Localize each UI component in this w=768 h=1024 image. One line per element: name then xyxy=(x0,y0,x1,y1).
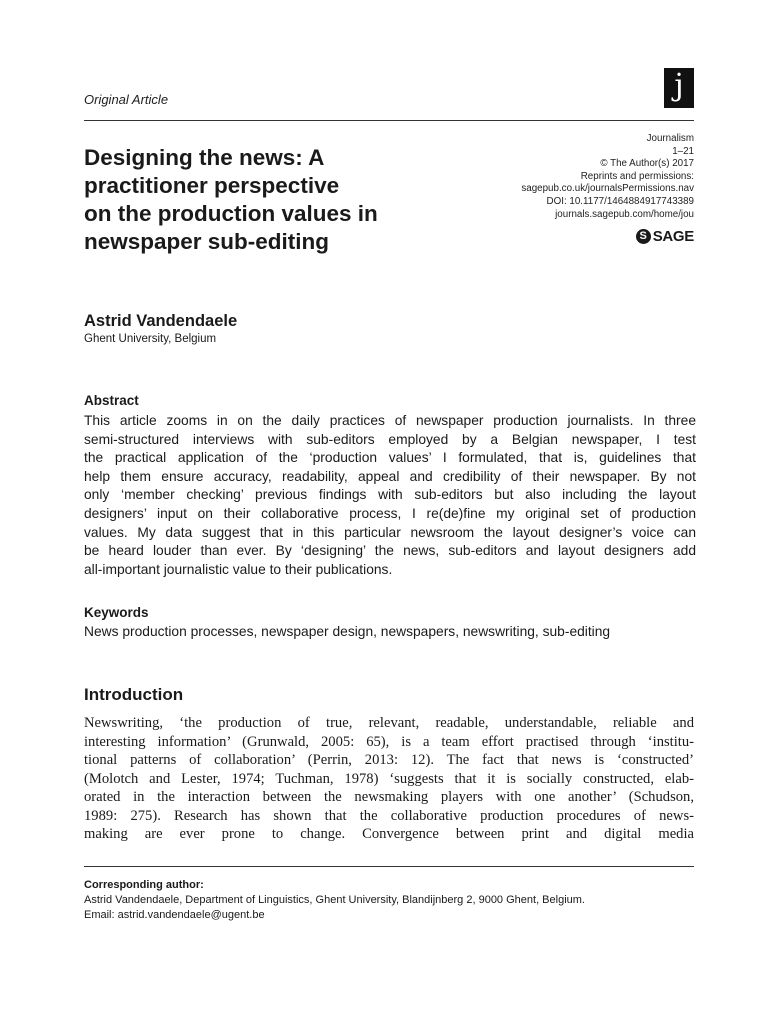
body-line: (Molotch and Lester, 1974; Tuchman, 1978) ‘suggests that it is socially constructed, elab- xyxy=(84,770,694,787)
journal-name: Journalism xyxy=(646,133,694,144)
title-line: practitioner perspective xyxy=(84,173,340,198)
abstract-line: all-important journalistic value to their publications. xyxy=(84,561,393,577)
corresponding-author-details xyxy=(84,893,585,922)
reprints-label: Reprints and permissions: xyxy=(580,170,694,182)
abstract-line: the practical application of the ‘production values’ I formulated, that is, guidelines that xyxy=(84,450,696,466)
body-line: 1989: 275). Research has shown that the collaborative production procedures of news- xyxy=(84,807,694,824)
title-line: newspaper sub-editing xyxy=(84,229,330,254)
body-line: orated in the interaction between the newsmaking players with one another’ (Schudson, xyxy=(84,789,694,805)
header-divider xyxy=(84,120,694,121)
body-line: tional patterns of collaboration’ (Perrin, 2013: 12). The fact that news is ‘constructed’ xyxy=(84,752,694,768)
footnote-divider xyxy=(84,866,694,867)
journal-homepage-link[interactable]: journals.sagepub.com/home/jou xyxy=(555,208,694,220)
body-line: making are ever prone to change. Convergence between print and digital media xyxy=(84,826,694,842)
keywords-heading: Keywords xyxy=(84,605,149,620)
abstract-line: values. My data suggest that in this particular newsroom the layout designer’s voice can xyxy=(84,524,696,540)
abstract-body xyxy=(84,412,696,579)
corresponding-email[interactable]: Email: astrid.vandendaele@ugent.be xyxy=(84,908,265,921)
abstract-line: designers’ input on their collaborative process, I re(de)fine my original set of production xyxy=(84,505,696,521)
title-line: on the production values in xyxy=(84,201,378,226)
abstract-heading: Abstract xyxy=(84,393,139,408)
corresponding-author-heading: Corresponding author: xyxy=(84,879,204,891)
body-line: Newswriting, ‘the production of true, relevant, readable, understandable, reliable and xyxy=(84,715,694,731)
introduction-heading: Introduction xyxy=(84,685,184,704)
abstract-line: help them ensure accuracy, readability, appeal and credibility of their newspaper. By not xyxy=(84,468,696,484)
corresponding-address: Astrid Vandendaele, Department of Linguistics, Ghent University, Blandijnberg 2, 9000 Ghent, Belgium. xyxy=(84,894,585,906)
publication-metadata xyxy=(521,133,694,221)
author-affiliation: Ghent University, Belgium xyxy=(84,333,217,345)
article-title xyxy=(84,144,484,256)
abstract-line: This article zooms in on the daily practices of newspaper production journalists. In three xyxy=(84,413,696,428)
journal-logo-icon: j xyxy=(664,68,694,108)
abstract-line: semi-structured interviews with sub-editors employed by a Belgian newspaper, I test xyxy=(84,431,696,447)
copyright: © The Author(s) 2017 xyxy=(600,158,694,170)
abstract-line: only ‘member checking’ previous findings with sub-editors but also including the layout xyxy=(84,487,696,503)
title-line: Designing the news: A xyxy=(84,145,325,170)
permissions-link[interactable]: sagepub.co.uk/journalsPermissions.nav xyxy=(521,183,694,195)
page-range: 1–21 xyxy=(672,145,694,157)
body-line: interesting information’ (Grunwald, 2005: 65), is a team effort practised through ‘institu- xyxy=(84,733,694,750)
publisher-name: SAGE xyxy=(652,228,694,245)
publisher-logo xyxy=(636,228,694,245)
keywords-list: News production processes, newspaper design, newspapers, newswriting, sub-editing xyxy=(84,624,611,639)
introduction-body xyxy=(84,714,694,844)
article-type-label: Original Article xyxy=(84,92,169,107)
sage-icon: S xyxy=(636,229,651,244)
author-name: Astrid Vandendaele xyxy=(84,312,238,330)
doi[interactable]: DOI: 10.1177/1464884917743389 xyxy=(546,195,694,207)
abstract-line: be heard louder than ever. By ‘designing’ the news, sub-editors and layout designers add xyxy=(84,543,696,559)
